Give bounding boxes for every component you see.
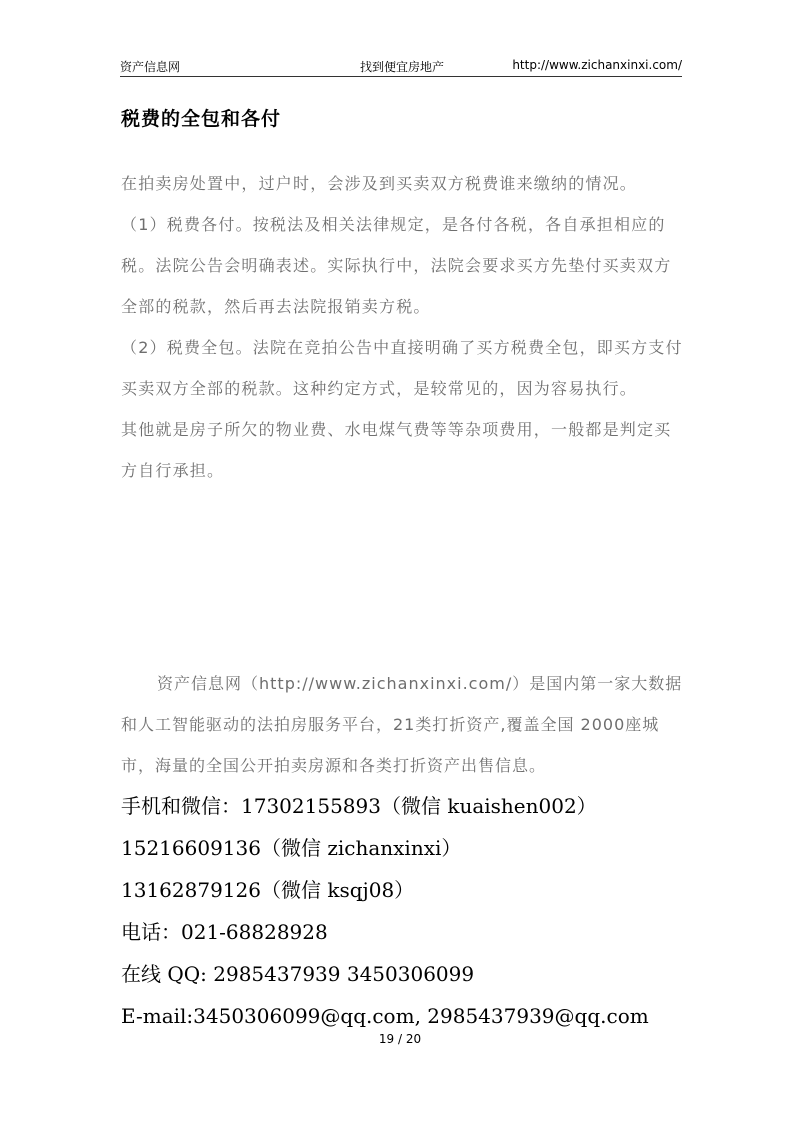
contact-email[interactable]: E-mail:3450306099@qq.com, 2985437939@qq.com xyxy=(121,1004,649,1028)
page-number: 19 / 20 xyxy=(378,1032,422,1046)
contact-phone-2: 15216609136（微信 zichanxinxi） xyxy=(121,836,462,860)
contact-info xyxy=(121,790,721,1042)
paragraph-intro: 在拍卖房处置中，过户时，会涉及到买卖双方税费谁来缴纳的情况。 xyxy=(121,174,638,193)
contact-telephone: 电话：021-68828928 xyxy=(121,920,328,944)
contact-phone-3: 13162879126（微信 ksqj08） xyxy=(121,878,415,902)
header-site-name: 资产信息网 xyxy=(120,60,181,74)
site-introduction: 资产信息网（http://www.zichanxinxi.com/）是国内第一家大数据和人工智能驱动的法拍房服务平台，21类打折资产,覆盖全国 2000座城市，海量的全国公开拍卖房源和各类打折资产出售信息。 xyxy=(121,674,683,775)
header-url[interactable]: http://www.zichanxinxi.com/ xyxy=(512,58,682,72)
contact-qq: 在线 QQ: 2985437939 3450306099 xyxy=(121,962,475,986)
article-body xyxy=(121,163,683,491)
paragraph-other-fees: 其他就是房子所欠的物业费、水电煤气费等等杂项费用，一般都是判定买方自行承担。 xyxy=(121,420,672,480)
contact-mobile-wechat: 手机和微信：17302155893（微信 kuaishen002） xyxy=(121,794,597,818)
page-header xyxy=(120,56,682,77)
paragraph-separate-tax: （1）税费各付。按税法及相关法律规定，是各付各税，各自承担相应的税。法院公告会明确表述。实际执行中，法院会要求买方先垫付买卖双方全部的税款，然后再去法院报销卖方税。 xyxy=(121,215,672,316)
section-title: 税费的全包和各付 xyxy=(121,108,282,130)
header-slogan: 找到便宜房地产 xyxy=(360,60,445,74)
paragraph-full-tax: （2）税费全包。法院在竞拍公告中直接明确了买方税费全包，即买方支付买卖双方全部的税款。这种约定方式，是较常见的，因为容易执行。 xyxy=(121,338,683,398)
